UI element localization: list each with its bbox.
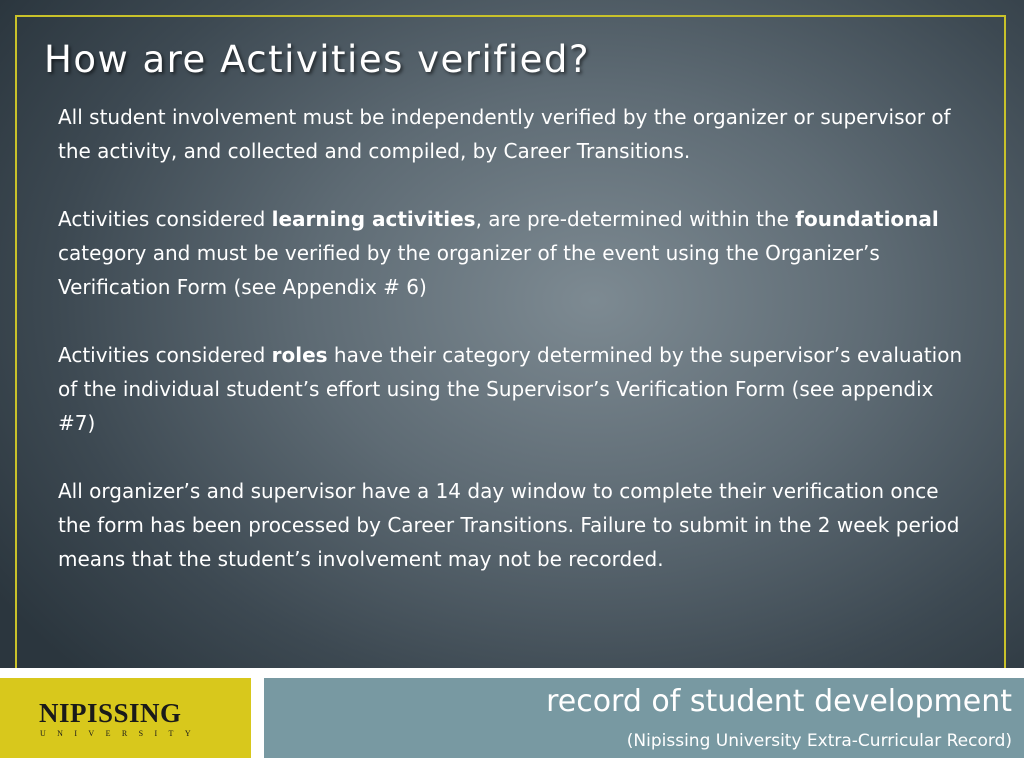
- slide-title: How are Activities verified?: [44, 38, 590, 81]
- text-segment: , are pre-determined within the: [475, 207, 796, 231]
- footer-tagline: record of student development: [546, 684, 1012, 719]
- bold-term-roles: roles: [271, 343, 328, 367]
- logo-wordmark: NIPISSING: [39, 698, 182, 728]
- paragraph-deadline: All organizer’s and supervisor have a 14 day window to complete their verification once the form has been processed by Career Transitions. Failure to submit in the 2 week period means that the student’s involvement may not be recorded.: [58, 479, 960, 571]
- paragraph-roles: [58, 338, 968, 440]
- logo-subtitle: UNIVERSITY: [40, 729, 202, 738]
- text-segment: have their category determined by the supervisor’s evaluation of the individual student’s effort using the Supervisor’s Verification Form (see appendix #7): [58, 343, 963, 435]
- bold-term-learning-activities: learning activities: [271, 207, 476, 231]
- text-segment: Activities considered: [58, 343, 272, 367]
- slide-body: [58, 100, 968, 610]
- footer-tagline-subtitle: (Nipissing University Extra-Curricular Record): [626, 731, 1012, 751]
- bold-term-foundational: foundational: [795, 207, 939, 231]
- text-segment: Activities considered: [58, 207, 272, 231]
- university-logo: [0, 678, 251, 758]
- footer-tagline-banner: [264, 678, 1024, 758]
- paragraph-verification: All student involvement must be independently verified by the organizer or supervisor of the activity, and collected and compiled, by Career Transitions.: [58, 105, 951, 163]
- paragraph-learning-activities: [58, 202, 968, 304]
- text-segment: category and must be verified by the organizer of the event using the Organizer’s Verification Form (see Appendix # 6): [58, 241, 880, 299]
